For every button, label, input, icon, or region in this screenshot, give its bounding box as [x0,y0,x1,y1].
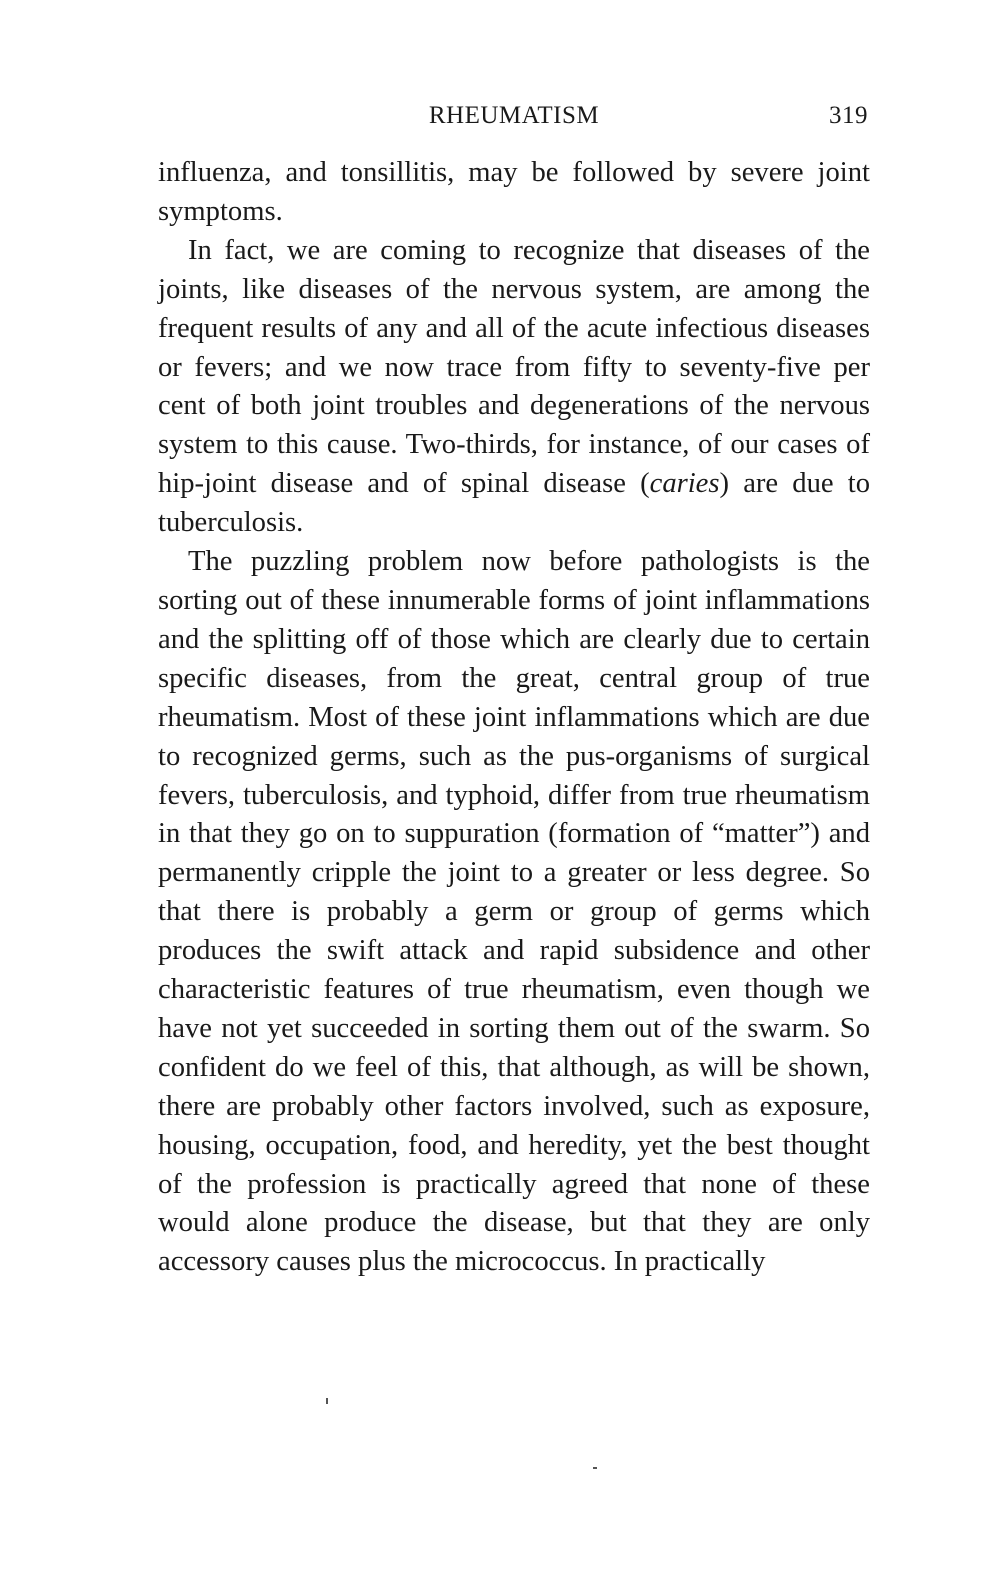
book-page [158,98,870,1282]
paragraph-3 [158,543,870,1282]
paragraph-1-text: influenza, and tonsillitis, may be followed by severe joint symptoms. [158,157,870,227]
speck-mark [326,1398,328,1404]
speck-mark [593,1467,597,1469]
paragraph-2-text: In fact, we are coming to recognize that diseases of the joints, like diseases of the nervous system, are among the frequent results of any and all of the acute infectious diseases or fevers; and we now trace from fifty to seventy-five per cent of both joint troubles and degenerations of the nervous system to this cause. Two-thirds, for instance, of our cases of hip-joint disease and of spinal disease ( [158,234,870,500]
running-title: RHEUMATISM [428,102,600,129]
running-head [158,98,870,136]
paragraph-2 [158,232,870,543]
paragraph-2-text-end: ) are due to tuberculosis. [158,468,870,539]
paragraph-1 [158,154,870,232]
italic-term-caries: caries [649,468,720,500]
page-number: 319 [829,102,868,129]
body-text [158,154,870,1282]
paragraph-3-text: The puzzling problem now before pathologists is the sorting out of these innumerable forms of joint inflammations and the splitting off of those which are clearly due to certain specific diseases, from the great, central group of true rheumatism. Most of these joint inflammations which are due to recognized germs, such as the pus-organisms of surgical fevers, tuberculosis, and typhoid, differ from true rheumatism in that they go on to suppuration (formation of “matter”) and permanently cripple the joint to a greater or less degree. So that there is probably a germ or group of germs which produces the swift attack and rapid subsidence and other characteristic features of true rheumatism, even though we have not yet succeeded in sorting them out of the swarm. So confident do we feel of this, that although, as will be shown, there are probably other factors involved, such as exposure, housing, occupation, food, and heredity, yet the best thought of the profession is practically agreed that none of these would alone produce the disease, but that they are only accessory causes plus the micrococcus. In practically [158,546,870,1278]
